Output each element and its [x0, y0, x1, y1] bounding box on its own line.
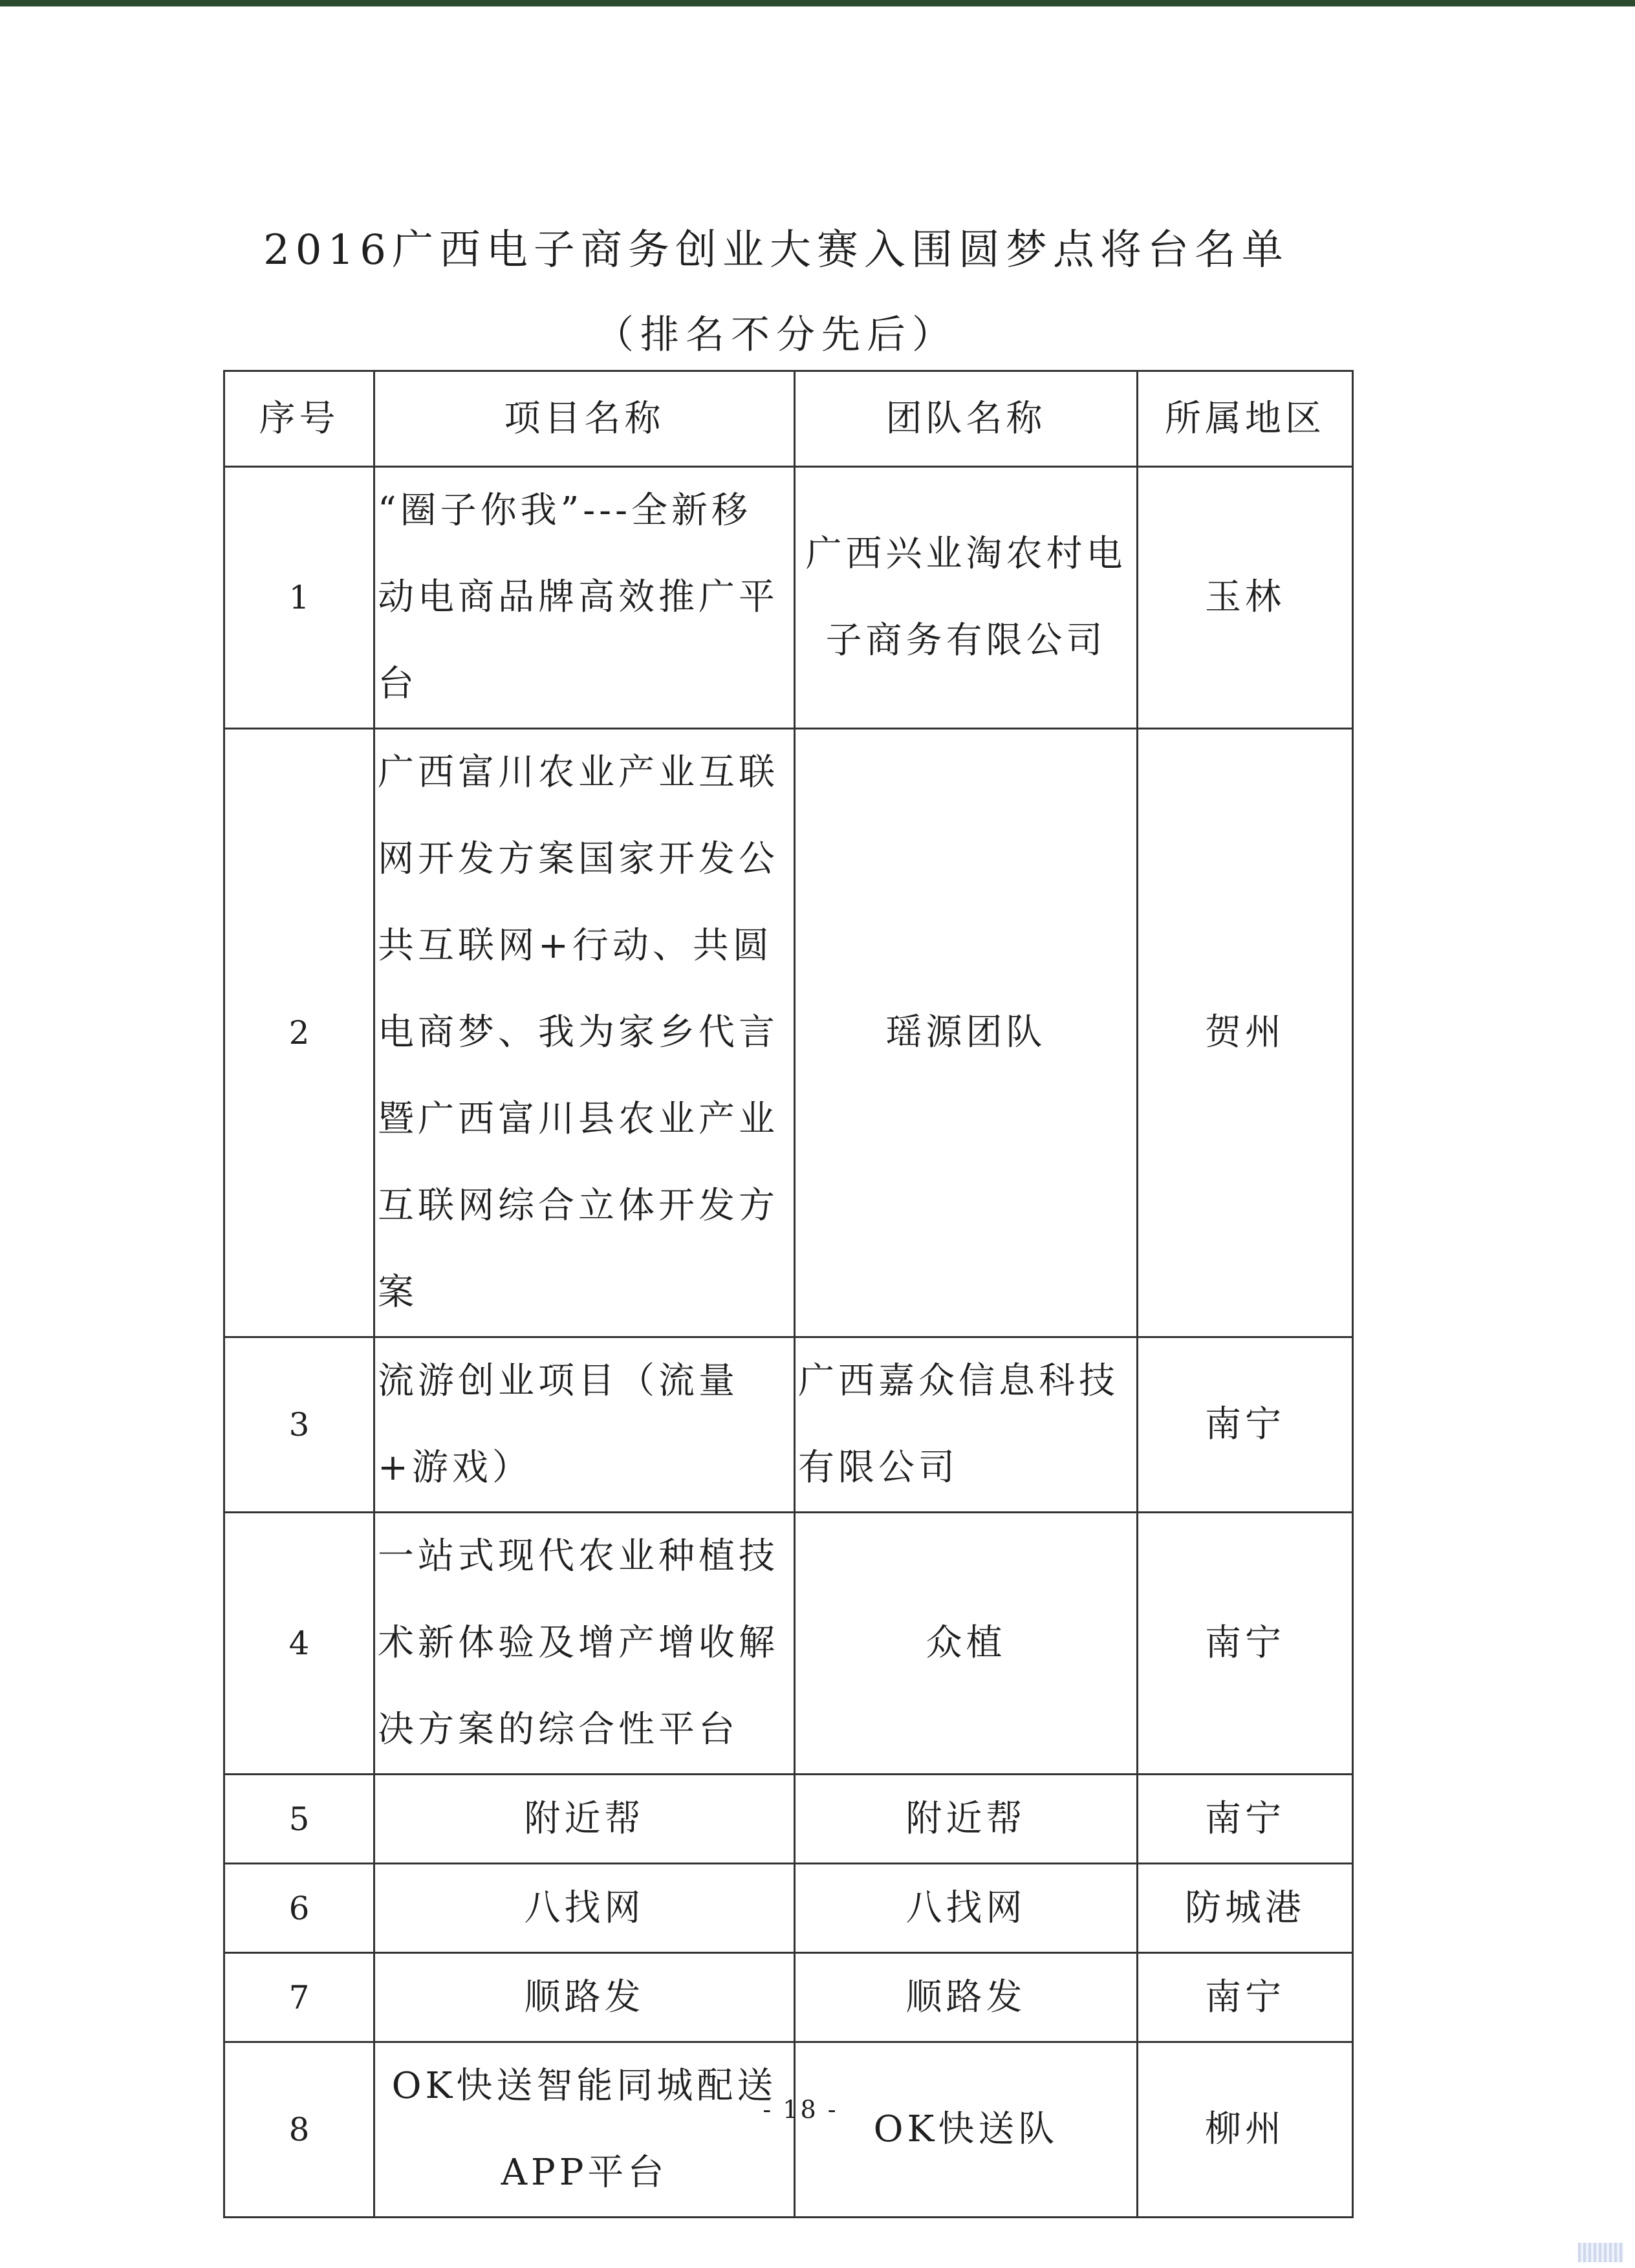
row-team-name: 瑶源团队: [795, 729, 1138, 1337]
document-subtitle: （排名不分先后）: [595, 312, 957, 358]
table-row: [224, 1775, 1353, 1864]
row-team-name: 众植: [795, 1513, 1138, 1775]
row-region: 南宁: [1138, 1953, 1353, 2042]
row-project-name: 八找网: [374, 1864, 795, 1953]
row-team-name: 附近帮: [795, 1775, 1138, 1864]
row-project-name: 顺路发: [374, 1953, 795, 2042]
table-row: [224, 1513, 1353, 1775]
row-team-name: 广西兴业淘农村电子商务有限公司: [795, 467, 1138, 729]
header-team-name: 团队名称: [795, 371, 1138, 467]
row-project-name: 一站式现代农业种植技术新体验及增产增收解决方案的综合性平台: [374, 1513, 795, 1775]
row-index: 4: [224, 1513, 374, 1775]
row-index: 7: [224, 1953, 374, 2042]
row-project-name: 广西富川农业产业互联网开发方案国家开发公共互联网+行动、共圆电商梦、我为家乡代言 暨广西富川县农业产业互联网综合立体开发方案: [374, 729, 795, 1337]
row-region: 柳州: [1138, 2042, 1353, 2218]
row-region: 南宁: [1138, 1775, 1353, 1864]
table-row: [224, 467, 1353, 729]
row-index: 1: [224, 467, 374, 729]
row-team-name: OK快送队: [795, 2042, 1138, 2218]
row-project-name: 流游创业项目（流量+游戏）: [374, 1337, 795, 1513]
row-region: 防城港: [1138, 1864, 1353, 1953]
row-index: 5: [224, 1775, 374, 1864]
table-header-row: [224, 371, 1353, 467]
row-project-name: 附近帮: [374, 1775, 795, 1864]
row-team-name: 顺路发: [795, 1953, 1138, 2042]
header-index: 序号: [224, 371, 374, 467]
row-index: 3: [224, 1337, 374, 1513]
header-project-name: 项目名称: [374, 371, 795, 467]
page-number: - 18 -: [763, 2095, 838, 2124]
header-region: 所属地区: [1138, 371, 1353, 467]
row-index: 6: [224, 1864, 374, 1953]
row-team-name: 八找网: [795, 1864, 1138, 1953]
row-team-name: 广西嘉众信息科技有限公司: [795, 1337, 1138, 1513]
table-row: [224, 1337, 1353, 1513]
row-index: 8: [224, 2042, 374, 2218]
row-index: 2: [224, 729, 374, 1337]
scan-corner-mark: [1578, 2243, 1623, 2262]
table-row: [224, 1864, 1353, 1953]
document-title: 2016广西电子商务创业大赛入围圆梦点将台名单: [263, 226, 1289, 274]
row-region: 南宁: [1138, 1513, 1353, 1775]
row-project-name: “圈子你我”---全新移动电商品牌高效推广平台: [374, 467, 795, 729]
table-row: [224, 1953, 1353, 2042]
table-row: [224, 729, 1353, 1337]
finalist-table: [223, 370, 1354, 2218]
row-region: 玉林: [1138, 467, 1353, 729]
table-row: [224, 2042, 1353, 2218]
row-region: 南宁: [1138, 1337, 1353, 1513]
row-project-name: OK快送智能同城配送APP平台: [374, 2042, 795, 2218]
row-region: 贺州: [1138, 729, 1353, 1337]
